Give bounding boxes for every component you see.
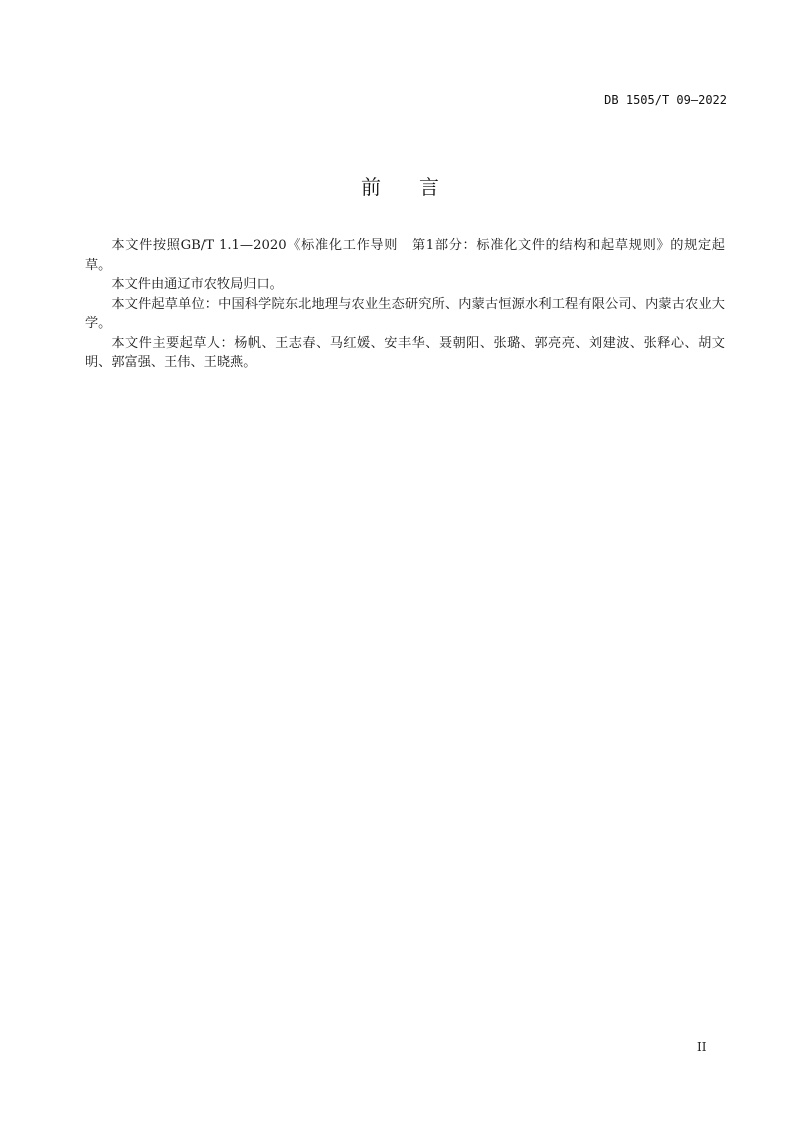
standard-code: DB 1505/T 09—2022 bbox=[604, 93, 727, 107]
page-number: II bbox=[697, 1040, 707, 1054]
paragraph-main-drafters: 本文件主要起草人：杨帆、王志春、马红媛、安丰华、聂朝阳、张璐、郭亮亮、刘建波、张释心、胡文明、郭富强、王伟、王晓燕。 bbox=[85, 335, 725, 370]
title-char-1: 前 bbox=[361, 175, 381, 199]
paragraph-responsible-authority: 本文件由通辽市农牧局归口。 bbox=[111, 277, 283, 292]
paragraph-drafting-units: 本文件起草单位：中国科学院东北地理与农业生态研究所、内蒙古恒源水利工程有限公司、内蒙古农业大学。 bbox=[85, 296, 725, 331]
paragraph-drafting-rules: 本文件按照GB/T 1.1—2020《标准化工作导则 第1部分：标准化文件的结构和起草规则》的规定起草。 bbox=[85, 238, 725, 273]
foreword-body bbox=[85, 236, 725, 373]
page-title bbox=[0, 171, 800, 200]
title-char-2: 言 bbox=[419, 175, 439, 199]
